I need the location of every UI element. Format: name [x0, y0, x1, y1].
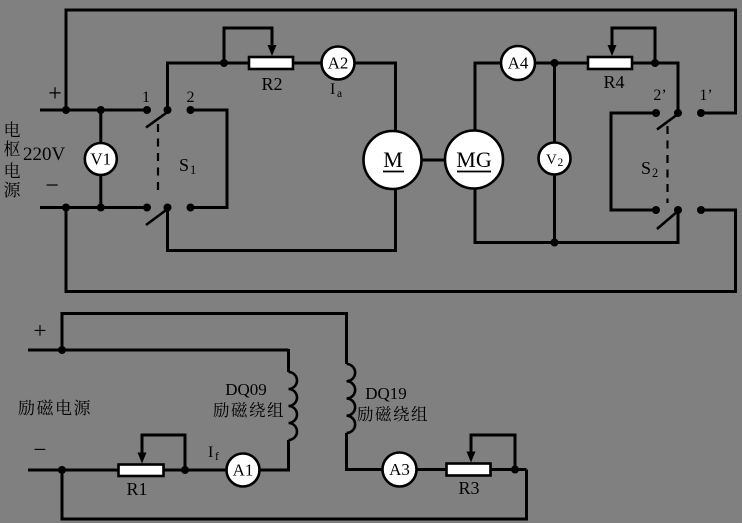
generator-mg [445, 131, 503, 189]
s2-terminal-2p-bottom [652, 206, 660, 214]
s1-pole-bottom [164, 204, 172, 212]
rheostat-r4 [588, 45, 632, 92]
s2-terminal-2p-top [652, 109, 660, 117]
wire-s1-pole-top-feed [168, 63, 251, 111]
motor-label: M [383, 147, 403, 172]
ia-current-label-sub: a [337, 88, 343, 100]
excitation-minus-sign: − [33, 437, 47, 462]
v2-bottom-junction [551, 239, 559, 247]
r2-label: R2 [261, 74, 283, 94]
s2-terminal-1p-bottom [697, 206, 705, 214]
r1-tap-junction [181, 466, 189, 474]
wire-a2-to-motor [354, 63, 396, 134]
dq09-winding-label: 励磁绕组 [213, 401, 285, 420]
junction-dot [97, 204, 105, 212]
armature-supply-char-1: 电 [3, 121, 21, 140]
excitation-supply-label: 励磁电源 [18, 399, 92, 418]
excitation-plus-sign: + [33, 318, 47, 343]
junction-dot [97, 106, 105, 114]
s1-terminal-1-top [143, 106, 151, 114]
s2-pole-top [674, 109, 682, 117]
motor-m [364, 131, 422, 189]
r3-tap-junction [511, 466, 519, 474]
wire-s1-terminal2-loop [191, 110, 228, 208]
s1-upper-blade-icon [146, 112, 168, 128]
v2-label-sub: 2 [557, 157, 564, 169]
wire-dq09-bottom-to-a1 [258, 440, 289, 470]
v2-label-base: V [546, 152, 557, 168]
armature-minus-sign: − [45, 173, 59, 199]
dq09-coil-icon [289, 372, 298, 440]
r2-tap-junction [220, 59, 228, 67]
a3-label: A3 [389, 460, 410, 479]
meter-a4 [501, 46, 535, 80]
ia-current-label-base: I [330, 81, 336, 98]
a4-label: A4 [507, 53, 529, 73]
s2-lower-blade-icon [657, 211, 678, 229]
labels [4, 81, 713, 463]
meter-a1 [227, 454, 260, 487]
armature-supply-char-2: 枢 [3, 140, 21, 159]
s2-label-sub: 2 [652, 166, 659, 180]
r1-wiper-arrow-icon [138, 453, 147, 464]
exc-minus-junction [58, 466, 66, 474]
s2-terminal-1p-label: 1’ [699, 87, 713, 104]
r3-wiper-arrow-icon [467, 452, 476, 463]
rheostat-r2 [249, 45, 293, 94]
wire-exc-upper-branch-to-dq19 [62, 314, 347, 365]
s1-label-base: S [179, 155, 190, 175]
dq19-winding-label: 励磁绕组 [357, 405, 429, 424]
s1-terminal-2-bottom [187, 204, 195, 212]
wire-generator-top-to-a4 [475, 63, 502, 131]
s1-terminal-2-label: 2 [186, 89, 195, 106]
s2-pole-bottom [674, 206, 682, 214]
if-current-label-sub: f [215, 451, 219, 463]
v1-label: V1 [90, 149, 112, 169]
junction-dot [62, 106, 70, 114]
a1-label: A1 [232, 460, 254, 480]
dq09-name-label: DQ09 [225, 380, 267, 399]
s1-label-sub: 1 [190, 163, 197, 177]
s2-terminal-1p-top [697, 109, 705, 117]
s1-pole-top [164, 106, 172, 114]
r1-body [119, 465, 164, 477]
r2-wiper-arrow-icon [268, 45, 277, 56]
meter-a2 [322, 47, 355, 80]
armature-supply-char-3: 电 [3, 162, 21, 181]
meter-a3 [383, 453, 417, 487]
meter-v2 [539, 143, 571, 175]
if-current-label-base: I [208, 444, 214, 461]
v2-top-junction [551, 59, 559, 67]
r4-label: R4 [603, 72, 625, 92]
wire-s1-pole-bottom-to-motor [168, 186, 396, 251]
armature-voltage-label: 220V [23, 144, 66, 165]
r3-body [447, 464, 491, 476]
exc-plus-junction [58, 346, 66, 354]
r4-body [588, 57, 632, 69]
r4-tap-junction [651, 59, 659, 67]
a2-label: A2 [327, 53, 349, 73]
wire-s2-pole-bottom-to-generator [475, 186, 678, 243]
wire-dq19-bottom-to-a3 [347, 433, 384, 470]
s1-terminal-1-label: 1 [142, 89, 150, 106]
s1-terminal-2-top [187, 106, 195, 114]
dq19-coil-icon [347, 364, 356, 433]
rheostat-r1 [119, 453, 164, 500]
s1-terminal-1-bottom [143, 204, 151, 212]
r3-label: R3 [458, 478, 480, 498]
r1-label: R1 [126, 479, 148, 499]
r4-wiper-arrow-icon [608, 45, 617, 56]
armature-supply-char-4: 源 [3, 181, 21, 200]
s2-terminal-2p-label: 2’ [653, 87, 667, 104]
meter-v1 [85, 143, 117, 175]
rheostat-r3 [447, 452, 491, 499]
generator-label: MG [456, 147, 492, 172]
armature-plus-sign: + [48, 81, 62, 107]
s1-lower-blade-icon [146, 209, 168, 225]
r2-body [249, 57, 293, 69]
s2-label-base: S [641, 158, 652, 178]
dq19-name-label: DQ19 [365, 384, 407, 403]
junction-dot [62, 204, 70, 212]
